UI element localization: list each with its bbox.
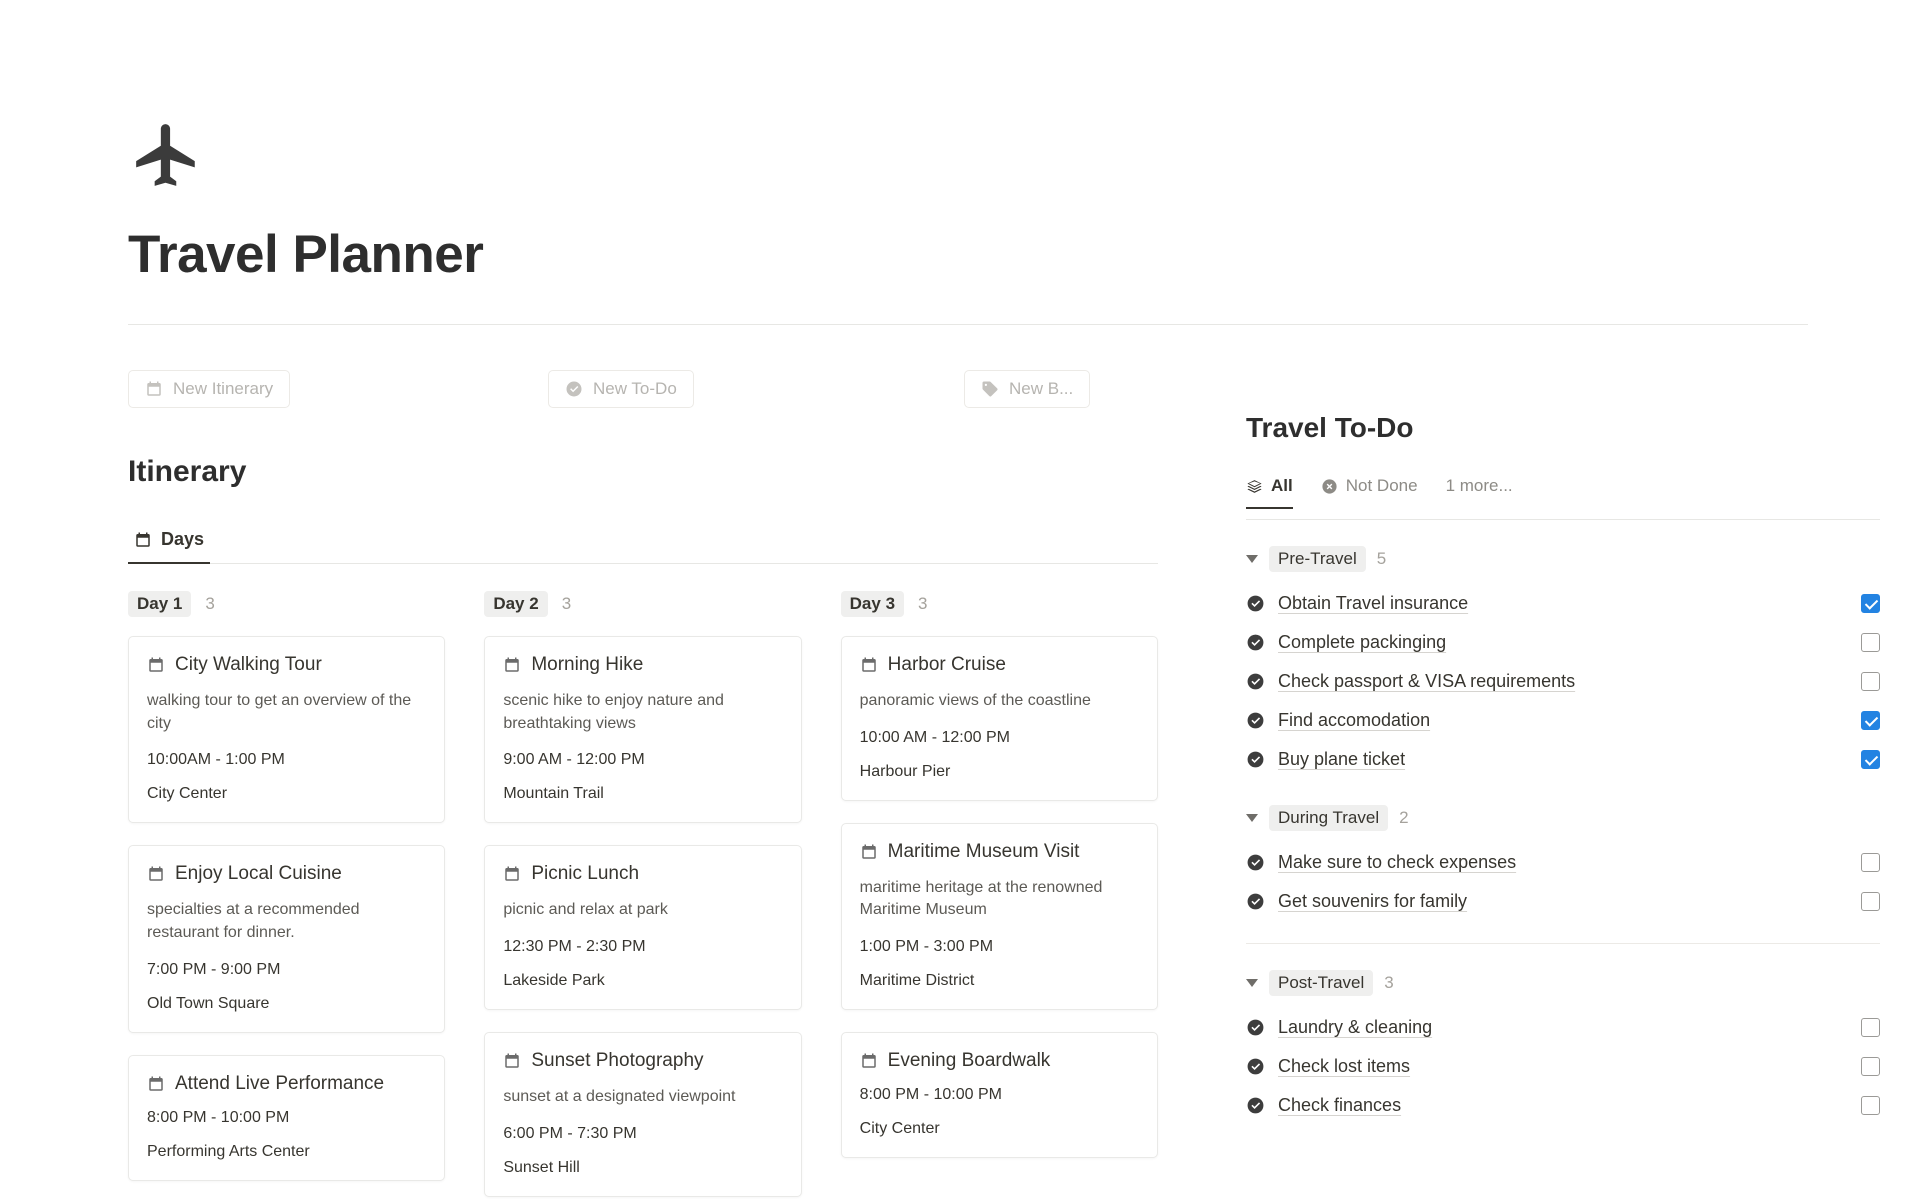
todo-item-checkbox[interactable] xyxy=(1861,750,1880,769)
card-title: City Walking Tour xyxy=(175,654,322,675)
column-label[interactable]: Day 1 xyxy=(128,591,191,617)
itinerary-card[interactable] xyxy=(841,1032,1158,1158)
card-title-row xyxy=(503,863,782,885)
check-circle-icon xyxy=(1246,853,1265,872)
todo-group-during-travel xyxy=(1246,805,1880,921)
column-label[interactable]: Day 3 xyxy=(841,591,904,617)
card-description: scenic hike to enjoy nature and breathtaking views xyxy=(503,692,724,732)
todo-item-label[interactable]: Find accomodation xyxy=(1278,710,1431,730)
itinerary-board xyxy=(128,590,1158,1199)
tab-not-done[interactable] xyxy=(1321,476,1418,507)
card-location: Lakeside Park xyxy=(503,972,605,990)
todo-item-checkbox[interactable] xyxy=(1861,711,1880,730)
action-buttons-row xyxy=(128,370,1808,408)
card-title: Maritime Museum Visit xyxy=(887,840,1080,862)
card-title-row xyxy=(860,1050,1139,1072)
calendar-icon xyxy=(145,380,163,398)
calendar-icon xyxy=(503,865,521,883)
card-time: 8:00 PM - 10:00 PM xyxy=(147,1108,290,1126)
new-b-button[interactable] xyxy=(964,370,1090,408)
itinerary-tabs xyxy=(128,519,1158,564)
todo-item-label[interactable]: Complete packinging xyxy=(1278,632,1447,652)
card-description: sunset at a designated viewpoint xyxy=(503,1088,736,1106)
card-title-row xyxy=(860,654,1139,676)
itinerary-title: Itinerary xyxy=(128,455,247,488)
card-time: 7:00 PM - 9:00 PM xyxy=(147,960,281,978)
board-column-day-1 xyxy=(128,590,445,1199)
airplane-icon xyxy=(128,118,1920,192)
group-divider xyxy=(1246,943,1880,944)
itinerary-card[interactable] xyxy=(128,845,445,1032)
todo-item[interactable] xyxy=(1246,701,1880,740)
card-description: panoramic views of the coastline xyxy=(859,692,1091,709)
card-title: Sunset Photography xyxy=(531,1050,704,1072)
itinerary-card[interactable] xyxy=(841,823,1158,1010)
group-header xyxy=(1246,970,1880,996)
card-description: picnic and relax at park xyxy=(503,901,668,919)
group-header xyxy=(1246,805,1880,831)
card-time: 9:00 AM - 12:00 PM xyxy=(503,751,645,769)
todo-item[interactable] xyxy=(1246,584,1880,623)
todo-item-checkbox[interactable] xyxy=(1861,633,1880,652)
tab-not-done-label: Not Done xyxy=(1345,476,1418,495)
check-circle-icon xyxy=(1246,672,1265,691)
board-column-day-2 xyxy=(484,590,801,1199)
calendar-icon xyxy=(147,1075,165,1093)
todo-item[interactable] xyxy=(1246,1086,1880,1125)
check-circle-icon xyxy=(1246,1057,1265,1076)
card-location: Maritime District xyxy=(859,972,975,990)
itinerary-card[interactable] xyxy=(484,636,801,823)
todo-item[interactable] xyxy=(1246,882,1880,921)
calendar-icon xyxy=(147,656,165,674)
travel-todo-section xyxy=(1246,412,1880,1125)
todo-item[interactable] xyxy=(1246,843,1880,882)
card-title-row xyxy=(147,654,426,676)
card-location: Performing Arts Center xyxy=(147,1142,310,1160)
todo-item[interactable] xyxy=(1246,623,1880,662)
todo-item-checkbox[interactable] xyxy=(1861,853,1880,872)
board-column-day-3 xyxy=(841,590,1158,1199)
card-time: 8:00 PM - 10:00 PM xyxy=(859,1086,1002,1104)
itinerary-card[interactable] xyxy=(128,1055,445,1181)
todo-item-label[interactable]: Check lost items xyxy=(1278,1056,1411,1076)
column-header xyxy=(128,590,445,618)
check-circle-icon xyxy=(1246,594,1265,613)
tag-icon xyxy=(981,380,999,398)
todo-item-label[interactable]: Obtain Travel insurance xyxy=(1278,593,1469,613)
card-location: Harbour Pier xyxy=(859,762,951,780)
new-todo-button[interactable] xyxy=(548,370,694,408)
todo-item-checkbox[interactable] xyxy=(1861,1057,1880,1076)
calendar-icon xyxy=(147,865,165,883)
tab-days[interactable] xyxy=(128,529,210,564)
todo-item-label[interactable]: Check passport & VISA requirements xyxy=(1278,671,1576,691)
todo-item[interactable] xyxy=(1246,740,1880,779)
todo-group-post-travel xyxy=(1246,970,1880,1125)
x-circle-icon xyxy=(1321,478,1338,495)
calendar-icon xyxy=(860,843,878,861)
todo-item-checkbox[interactable] xyxy=(1861,672,1880,691)
card-time: 6:00 PM - 7:30 PM xyxy=(503,1124,637,1142)
todo-item-checkbox[interactable] xyxy=(1861,892,1880,911)
group-label[interactable]: During Travel xyxy=(1269,805,1388,831)
calendar-icon xyxy=(860,1052,878,1070)
calendar-icon xyxy=(860,656,878,674)
chevron-down-icon[interactable] xyxy=(1246,555,1258,563)
todo-item[interactable] xyxy=(1246,1008,1880,1047)
card-title-row xyxy=(860,841,1139,863)
tab-all-label: All xyxy=(1271,476,1293,495)
card-time: 1:00 PM - 3:00 PM xyxy=(859,938,994,956)
group-count: 3 xyxy=(1384,973,1394,992)
card-location: Mountain Trail xyxy=(503,785,604,803)
card-title: Attend Live Performance xyxy=(175,1072,385,1094)
card-time: 10:00 AM - 12:00 PM xyxy=(859,728,1010,746)
title-divider xyxy=(128,324,1808,325)
check-circle-icon xyxy=(1246,711,1265,730)
todo-item-label[interactable]: Laundry & cleaning xyxy=(1278,1017,1433,1037)
todo-item[interactable] xyxy=(1246,662,1880,701)
column-count: 3 xyxy=(205,594,215,613)
card-description: maritime heritage at the renowned Maritime Museum xyxy=(859,878,1103,919)
todo-item-checkbox[interactable] xyxy=(1861,1018,1880,1037)
check-circle-icon xyxy=(1246,1018,1265,1037)
todo-item-checkbox[interactable] xyxy=(1861,594,1880,613)
card-location: Old Town Square xyxy=(147,994,270,1012)
card-location: Sunset Hill xyxy=(503,1158,580,1176)
column-header xyxy=(484,590,801,618)
card-location: City Center xyxy=(147,785,228,803)
page-title: Travel Planner xyxy=(128,225,484,284)
todo-item[interactable] xyxy=(1246,1047,1880,1086)
card-title: Harbor Cruise xyxy=(887,654,1006,675)
todo-group-pre-travel xyxy=(1246,546,1880,779)
calendar-icon xyxy=(134,531,152,549)
group-count: 5 xyxy=(1376,549,1387,568)
card-time: 12:30 PM - 2:30 PM xyxy=(503,938,646,956)
group-label[interactable]: Pre-Travel xyxy=(1269,546,1366,572)
todo-tabs xyxy=(1246,476,1880,520)
todo-item-label[interactable]: Check finances xyxy=(1278,1095,1402,1115)
tabs-more-button[interactable]: 1 more... xyxy=(1445,476,1513,495)
new-todo-label: New To-Do xyxy=(593,379,677,398)
card-title: Evening Boardwalk xyxy=(887,1050,1051,1072)
page-header xyxy=(0,0,1920,325)
column-count: 3 xyxy=(561,594,572,613)
layers-icon xyxy=(1246,478,1263,495)
calendar-icon xyxy=(503,1052,521,1070)
card-title: Picnic Lunch xyxy=(531,863,640,885)
check-circle-icon xyxy=(1246,633,1265,652)
todo-item-checkbox[interactable] xyxy=(1861,1096,1880,1115)
todo-item-label[interactable]: Buy plane ticket xyxy=(1278,749,1406,769)
itinerary-section xyxy=(128,455,1158,1199)
itinerary-card[interactable] xyxy=(484,1032,801,1197)
tab-days-label: Days xyxy=(161,529,205,549)
card-title-row xyxy=(503,654,782,676)
column-label[interactable]: Day 2 xyxy=(484,591,547,617)
todo-item-label[interactable]: Make sure to check expenses xyxy=(1278,852,1517,872)
card-title: Enjoy Local Cuisine xyxy=(175,863,342,885)
chevron-down-icon[interactable] xyxy=(1246,979,1258,987)
card-location: City Center xyxy=(859,1120,940,1138)
check-circle-icon xyxy=(1246,1096,1265,1115)
column-count: 3 xyxy=(918,594,928,613)
column-header xyxy=(841,590,1158,618)
todo-title: Travel To-Do xyxy=(1246,412,1414,443)
new-b-label: New B... xyxy=(1009,379,1074,398)
new-itinerary-label: New Itinerary xyxy=(173,379,274,398)
check-circle-icon xyxy=(1246,892,1265,911)
card-title-row xyxy=(503,1050,782,1072)
itinerary-card[interactable] xyxy=(841,636,1158,801)
group-label[interactable]: Post-Travel xyxy=(1269,970,1373,996)
group-header xyxy=(1246,546,1880,572)
card-description: walking tour to get an overview of the city xyxy=(147,692,412,732)
tab-all[interactable] xyxy=(1246,476,1293,509)
check-circle-icon xyxy=(1246,750,1265,769)
new-itinerary-button[interactable] xyxy=(128,370,290,408)
itinerary-card[interactable] xyxy=(484,845,801,1010)
card-time: 10:00AM - 1:00 PM xyxy=(147,751,285,769)
card-title-row xyxy=(147,863,426,885)
group-count: 2 xyxy=(1399,808,1409,827)
card-title: Morning Hike xyxy=(531,654,644,675)
itinerary-card[interactable] xyxy=(128,636,445,823)
todo-item-label[interactable]: Get souvenirs for family xyxy=(1278,891,1468,911)
card-title-row xyxy=(147,1073,426,1095)
calendar-icon xyxy=(503,656,521,674)
card-description: specialties at a recommended restaurant for dinner. xyxy=(147,901,360,942)
check-circle-icon xyxy=(565,380,583,398)
chevron-down-icon[interactable] xyxy=(1246,814,1258,822)
